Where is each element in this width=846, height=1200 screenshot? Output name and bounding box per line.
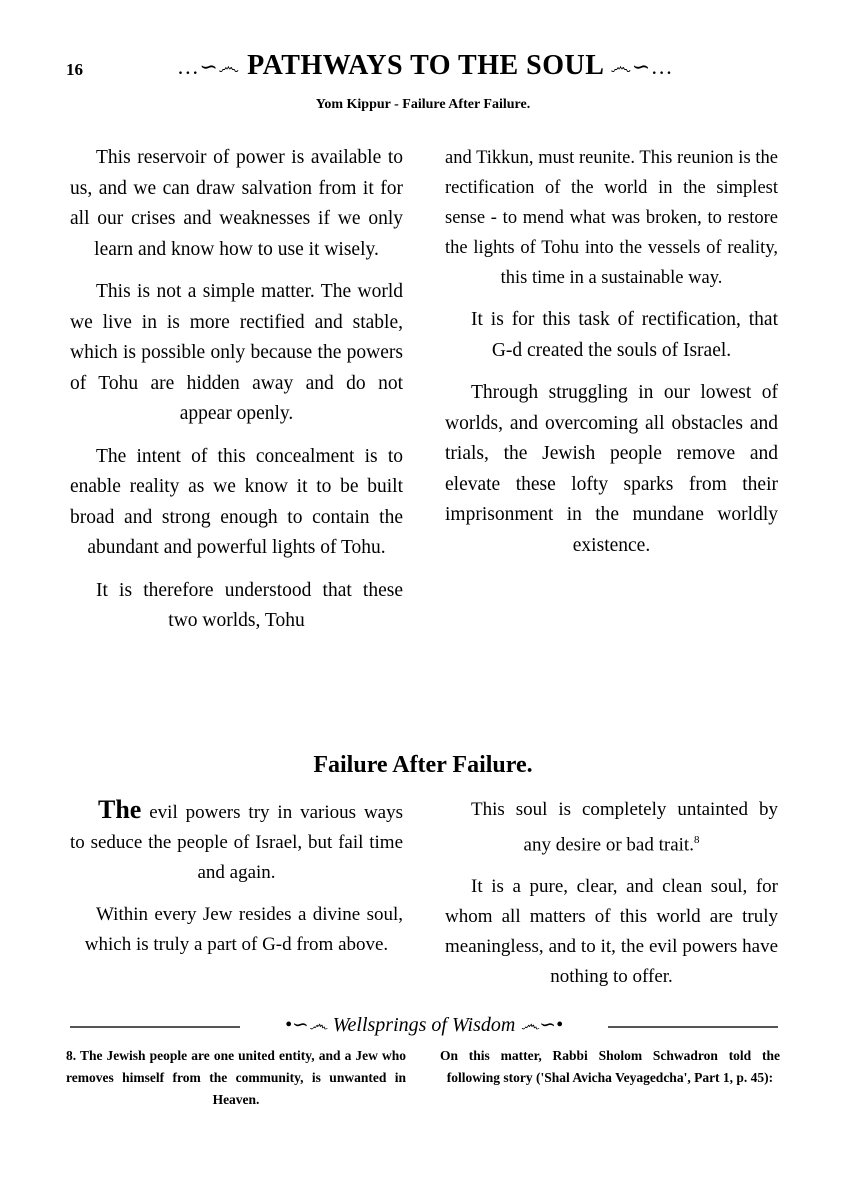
paragraph: This is not a simple matter. The world we live in is more rectified and stable, which is possible only because the powers of Tohu are hidden away and do not appear openly. — [70, 281, 403, 424]
left-column — [70, 795, 403, 1004]
divider-line-right — [608, 1026, 778, 1028]
paragraph: Within every Jew resides a divine soul, which is truly a part of G-d from above. — [84, 904, 403, 955]
footer-divider-label: Wellsprings of Wisdom — [332, 1014, 516, 1036]
top-columns — [70, 143, 778, 649]
section-heading: Failure After Failure. — [313, 752, 533, 778]
paragraph-text: evil powers try in various ways to seduce the people of Israel, but fail time and again. — [70, 802, 403, 883]
footer-label — [70, 1012, 778, 1037]
chapter-subtitle: Yom Kippur - Failure After Failure. — [315, 97, 531, 112]
paragraph: This reservoir of power is available to us, and we can draw salvation from it for all our crises and weaknesses if we only learn and know how to use it wisely. — [70, 147, 403, 260]
right-column — [445, 795, 778, 1004]
paragraph: and Tikkun, must reunite. This reunion is the rectification of the world in the simplest sense - to mend what was broken, to restore the lights of Tohu into the vessels of reality, this time in a sustainable way. — [445, 148, 778, 288]
paragraph — [445, 795, 778, 860]
paragraph-text: This soul is completely untainted by any desire or bad trait. — [471, 799, 778, 856]
paragraph: It is therefore understood that these two worlds, Tohu — [96, 579, 403, 631]
ornament-right-icon: ෴∽… — [610, 54, 674, 79]
paragraph — [70, 795, 403, 888]
footnote-left: 8. The Jewish people are one united entity, and a Jew who removes himself from the community, is unwanted in Heaven. — [66, 1048, 406, 1107]
ornament-left-icon: …∽෴ — [176, 54, 240, 79]
footnote-right: On this matter, Rabbi Sholom Schwadron told the following story ('Shal Avicha Veyagedcha', Part 1, p. 45): — [440, 1048, 780, 1085]
footnote-marker: 8 — [693, 834, 700, 846]
ornament-right-icon: ෴∽• — [520, 1014, 564, 1036]
paragraph: The intent of this concealment is to enable reality as we know it to be built broad and strong enough to contain the abundant and powerful lights of Tohu. — [70, 445, 403, 558]
drop-cap: The — [98, 795, 142, 824]
paragraph: Through struggling in our lowest of worlds, and overcoming all obstacles and trials, the Jewish people remove and elevate these lofty sparks from their imprisonment in the mundane worldly existence. — [445, 382, 778, 556]
footnotes — [66, 1045, 780, 1111]
left-column — [70, 143, 403, 649]
right-column — [445, 143, 778, 649]
book-title: PATHWAYS TO THE SOUL — [247, 50, 603, 81]
page-number: 16 — [66, 60, 83, 79]
bottom-columns — [70, 795, 778, 1004]
paragraph: It is for this task of rectification, that G-d created the souls of Israel. — [471, 309, 778, 361]
footer-divider — [70, 1016, 778, 1036]
running-title — [130, 50, 720, 82]
ornament-left-icon: •∽෴ — [284, 1014, 328, 1036]
paragraph: It is a pure, clear, and clean soul, for whom all matters of this world are truly meaningless, and to it, the evil powers have nothing to offer. — [445, 876, 778, 988]
